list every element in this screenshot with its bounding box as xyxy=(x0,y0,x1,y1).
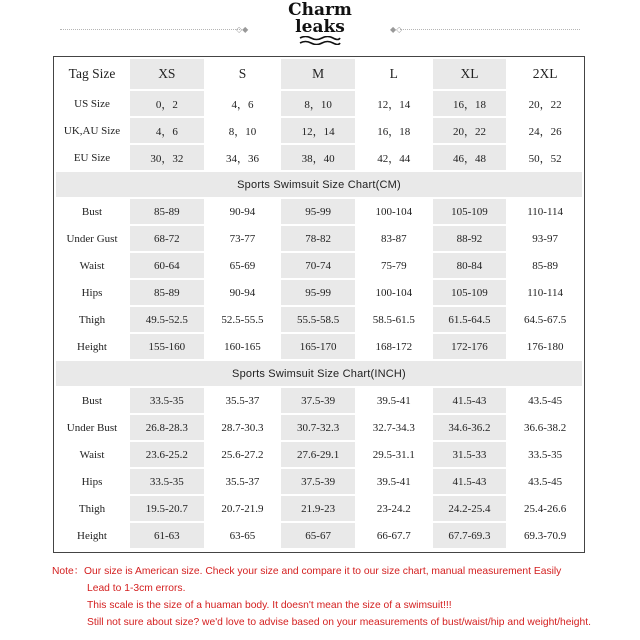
table-cell: 20.7-21.9 xyxy=(206,496,280,521)
table-cell: 95-99 xyxy=(281,199,355,224)
inch-section-header xyxy=(56,361,582,386)
table-cell: 65-67 xyxy=(281,523,355,548)
table-cell: 61-63 xyxy=(130,523,204,548)
row-label-cell: Thigh xyxy=(56,496,128,521)
table-cell: 64.5-67.5 xyxy=(508,307,582,332)
table-cell: 67.7-69.3 xyxy=(433,523,507,548)
table-cell: 21.9-23 xyxy=(281,496,355,521)
row-label-cell: EU Size xyxy=(56,145,128,170)
table-cell: S xyxy=(206,59,280,89)
table-cell: 83-87 xyxy=(357,226,431,251)
table-cell: 63-65 xyxy=(206,523,280,548)
table-cell: 32.7-34.3 xyxy=(357,415,431,440)
table-cell: 35.5-37 xyxy=(206,469,280,494)
table-cell: 165-170 xyxy=(281,334,355,359)
diamond-icon: ◆◇ xyxy=(390,25,403,34)
table-row xyxy=(56,415,582,440)
table-cell: 0，2 xyxy=(130,91,204,116)
table-cell: XL xyxy=(433,59,507,89)
table-cell: 26.8-28.3 xyxy=(130,415,204,440)
table-cell: 93-97 xyxy=(508,226,582,251)
row-label-cell: US Size xyxy=(56,91,128,116)
section-title: Sports Swimsuit Size Chart(CM) xyxy=(56,172,582,197)
note-line: Still not sure about size? we'd love to advise based on your measurements of bust/waist/hip and weight/height. xyxy=(87,617,591,628)
table-cell: 90-94 xyxy=(206,199,280,224)
table-cell: 100-104 xyxy=(357,199,431,224)
table-cell: 35.5-37 xyxy=(206,388,280,413)
table-cell: 42，44 xyxy=(357,145,431,170)
brand-logo xyxy=(0,0,640,44)
size-notes xyxy=(52,563,632,631)
row-label-cell: Waist xyxy=(56,442,128,467)
table-cell: 80-84 xyxy=(433,253,507,278)
table-cell: M xyxy=(281,59,355,89)
table-cell: 55.5-58.5 xyxy=(281,307,355,332)
table-cell: 8，10 xyxy=(281,91,355,116)
table-cell: 20，22 xyxy=(508,91,582,116)
table-cell: 23.6-25.2 xyxy=(130,442,204,467)
table-cell: 90-94 xyxy=(206,280,280,305)
table-cell: 30.7-32.3 xyxy=(281,415,355,440)
table-cell: 172-176 xyxy=(433,334,507,359)
table-cell: 41.5-43 xyxy=(433,469,507,494)
table-cell: 78-82 xyxy=(281,226,355,251)
table-cell: 37.5-39 xyxy=(281,388,355,413)
diamond-icon: ◇◆ xyxy=(236,25,249,34)
table-cell: 24，26 xyxy=(508,118,582,143)
row-label-cell: Under Gust xyxy=(56,226,128,251)
table-cell: 61.5-64.5 xyxy=(433,307,507,332)
decorative-rule-left xyxy=(60,29,240,30)
table-cell: 110-114 xyxy=(508,280,582,305)
table-cell: 49.5-52.5 xyxy=(130,307,204,332)
note-line: Note：Our size is American size. Check your size and compare it to our size chart, manual measurement Easily xyxy=(52,566,562,577)
section-title: Sports Swimsuit Size Chart(INCH) xyxy=(56,361,582,386)
table-cell: 95-99 xyxy=(281,280,355,305)
table-cell: 73-77 xyxy=(206,226,280,251)
table-cell: 33.5-35 xyxy=(508,442,582,467)
table-row xyxy=(56,442,582,467)
brand-name-line1: Charm xyxy=(288,0,352,20)
table-cell: 23-24.2 xyxy=(357,496,431,521)
row-label-cell: Bust xyxy=(56,199,128,224)
conversion-row xyxy=(56,145,582,170)
table-cell: 85-89 xyxy=(508,253,582,278)
table-row xyxy=(56,307,582,332)
table-cell: 58.5-61.5 xyxy=(357,307,431,332)
table-cell: 60-64 xyxy=(130,253,204,278)
table-cell: 105-109 xyxy=(433,199,507,224)
table-cell: 16，18 xyxy=(357,118,431,143)
table-row xyxy=(56,280,582,305)
table-cell: 12，14 xyxy=(281,118,355,143)
table-cell: 39.5-41 xyxy=(357,388,431,413)
row-label-cell: Bust xyxy=(56,388,128,413)
table-cell: XS xyxy=(130,59,204,89)
table-row xyxy=(56,496,582,521)
row-label-cell: Waist xyxy=(56,253,128,278)
table-cell: 69.3-70.9 xyxy=(508,523,582,548)
table-cell: 85-89 xyxy=(130,280,204,305)
table-cell: 29.5-31.1 xyxy=(357,442,431,467)
table-row xyxy=(56,199,582,224)
header-row xyxy=(56,59,582,89)
note-line: This scale is the size of a huaman body. It doesn't mean the size of a swimsuit!!! xyxy=(87,600,452,611)
table-cell: 50，52 xyxy=(508,145,582,170)
table-row xyxy=(56,334,582,359)
row-label-cell: Height xyxy=(56,523,128,548)
table-cell: 52.5-55.5 xyxy=(206,307,280,332)
table-cell: 31.5-33 xyxy=(433,442,507,467)
table-row xyxy=(56,469,582,494)
table-cell: 155-160 xyxy=(130,334,204,359)
row-label-cell: Under Bust xyxy=(56,415,128,440)
table-row xyxy=(56,253,582,278)
table-cell: 33.5-35 xyxy=(130,469,204,494)
size-chart xyxy=(53,56,585,553)
table-cell: 38，40 xyxy=(281,145,355,170)
table-cell: 100-104 xyxy=(357,280,431,305)
table-cell: 160-165 xyxy=(206,334,280,359)
table-row xyxy=(56,388,582,413)
row-label-cell: Hips xyxy=(56,280,128,305)
table-cell: 68-72 xyxy=(130,226,204,251)
table-row xyxy=(56,523,582,548)
table-cell: 70-74 xyxy=(281,253,355,278)
row-label-cell: Hips xyxy=(56,469,128,494)
table-cell: 168-172 xyxy=(357,334,431,359)
size-table xyxy=(54,57,584,550)
cm-section-header xyxy=(56,172,582,197)
decorative-rule-right xyxy=(400,29,580,30)
table-cell: 46，48 xyxy=(433,145,507,170)
table-cell: 24.2-25.4 xyxy=(433,496,507,521)
table-cell: 176-180 xyxy=(508,334,582,359)
note-line: Lead to 1-3cm errors. xyxy=(87,583,186,594)
row-label-cell: Thigh xyxy=(56,307,128,332)
table-cell: 12，14 xyxy=(357,91,431,116)
table-cell: 36.6-38.2 xyxy=(508,415,582,440)
row-label-cell: Tag Size xyxy=(56,59,128,89)
table-cell: 43.5-45 xyxy=(508,469,582,494)
table-cell: 65-69 xyxy=(206,253,280,278)
table-cell: 33.5-35 xyxy=(130,388,204,413)
table-cell: 2XL xyxy=(508,59,582,89)
table-cell: 66-67.7 xyxy=(357,523,431,548)
table-cell: 25.6-27.2 xyxy=(206,442,280,467)
conversion-row xyxy=(56,118,582,143)
brand-name-line2: leaks xyxy=(295,17,345,37)
table-cell: 41.5-43 xyxy=(433,388,507,413)
row-label-cell: Height xyxy=(56,334,128,359)
table-cell: 34.6-36.2 xyxy=(433,415,507,440)
table-cell: 25.4-26.6 xyxy=(508,496,582,521)
table-cell: 30，32 xyxy=(130,145,204,170)
table-cell: 88-92 xyxy=(433,226,507,251)
table-cell: L xyxy=(357,59,431,89)
table-cell: 16，18 xyxy=(433,91,507,116)
row-label-cell: UK,AU Size xyxy=(56,118,128,143)
table-cell: 39.5-41 xyxy=(357,469,431,494)
table-cell: 8，10 xyxy=(206,118,280,143)
table-cell: 75-79 xyxy=(357,253,431,278)
table-cell: 4，6 xyxy=(130,118,204,143)
conversion-row xyxy=(56,91,582,116)
table-cell: 28.7-30.3 xyxy=(206,415,280,440)
table-cell: 19.5-20.7 xyxy=(130,496,204,521)
wave-icon xyxy=(298,36,342,45)
table-cell: 105-109 xyxy=(433,280,507,305)
table-cell: 110-114 xyxy=(508,199,582,224)
table-cell: 20，22 xyxy=(433,118,507,143)
table-cell: 85-89 xyxy=(130,199,204,224)
table-cell: 37.5-39 xyxy=(281,469,355,494)
size-table-body xyxy=(56,59,582,548)
table-cell: 34，36 xyxy=(206,145,280,170)
table-cell: 43.5-45 xyxy=(508,388,582,413)
table-row xyxy=(56,226,582,251)
table-cell: 4，6 xyxy=(206,91,280,116)
table-cell: 27.6-29.1 xyxy=(281,442,355,467)
